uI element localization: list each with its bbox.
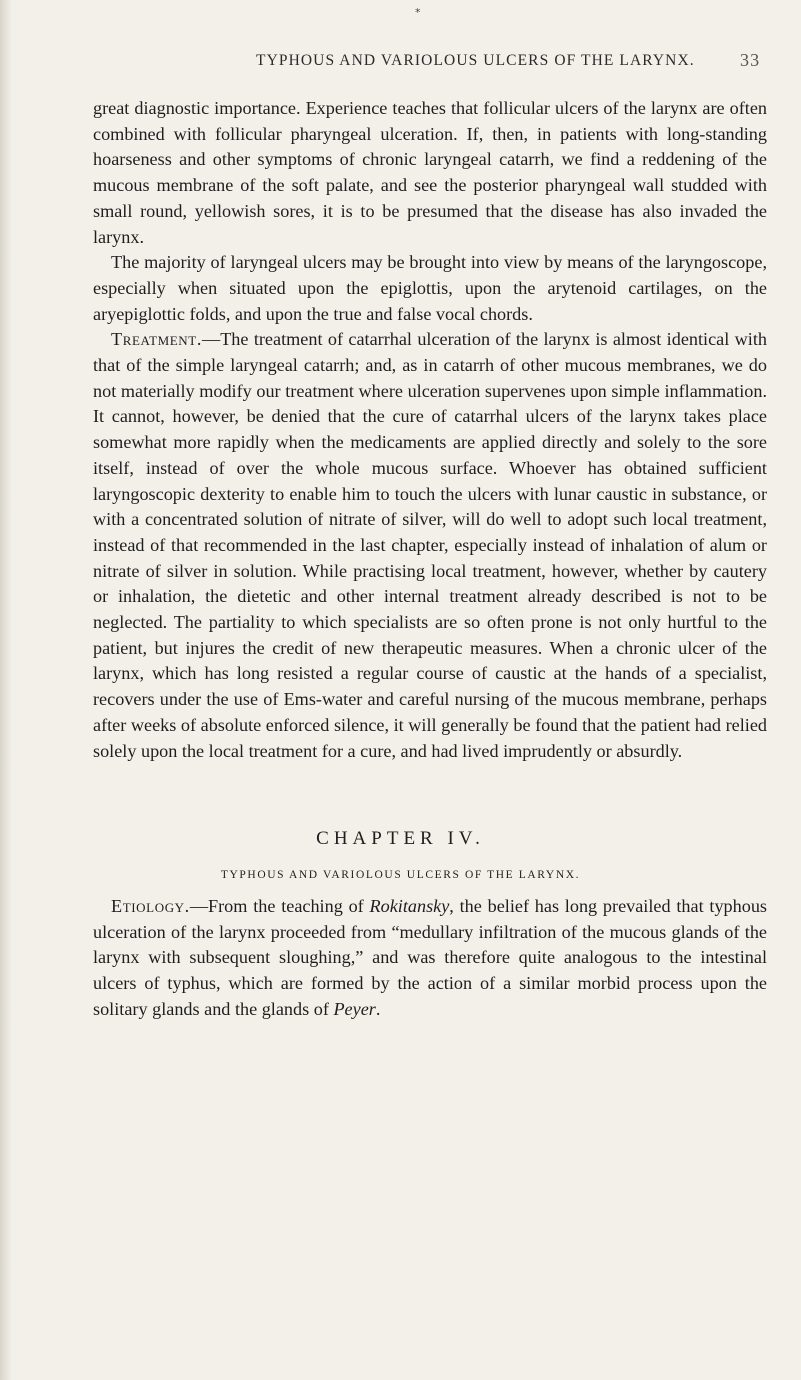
chapter-heading: CHAPTER IV. [316,828,485,849]
running-head [0,52,801,74]
section-lead-etiology: Etiology. [111,896,190,916]
paragraph-laryngoscope [93,250,767,327]
chapter-subtitle: TYPHOUS AND VARIOLOUS ULCERS OF THE LARYNX. [220,869,581,881]
paragraph-text: great diagnostic importance. Experience teaches that follicular ulcers of the larynx are often combined with follicular pharyngeal ulceration. If, then, in patients with long-standing hoarseness and other symptoms of chronic laryngeal catarrh, we find a reddening of the mucous membrane of the soft palate, and see the posterior pharyngeal wall studded with small round, yellowish sores, it is to be presumed that the disease has also invaded the larynx. [93,98,767,247]
paragraph-etiology [93,894,767,1023]
paragraph-text: , the belief has long prevailed that typhous ulceration of the larynx proceeded from “medullary infiltration of the mucous glands of the larynx with subsequent sloughing,” and was therefore quite analogous to the intestinal ulcers of typhus, which are formed by the action of a similar morbid process upon the solitary glands and the glands of [93,896,767,1019]
body-text [93,96,767,764]
printer-mark: * [415,6,421,19]
paragraph-treatment [93,327,767,764]
page-number: 33 [740,50,761,70]
section-lead-treatment: Treatment. [111,329,202,350]
author-name: Peyer [333,998,376,1019]
paragraph-text: The majority of laryngeal ulcers may be brought into view by means of the laryngoscope, especially when situated upon the epiglottis, upon the arytenoid cartilages, on the aryepiglottic folds, and upon the true and false vocal chords. [93,252,767,324]
paragraph-text: —From the teaching of [189,896,370,916]
paragraph-text: . [375,998,381,1019]
running-title: TYPHOUS AND VARIOLOUS ULCERS OF THE LARYNX. [256,52,695,69]
paragraph-continuation [93,96,767,250]
paragraph-text: —The treatment of catarrhal ulceration of the larynx is almost identical with that of the simple laryngeal catarrh; and, as in catarrh of other mucous membranes, we do not materially modify our treatment where ulceration supervenes upon simple inflammation. It cannot, however, be denied that the cure of catarrhal ulcers of the larynx takes place somewhat more rapidly when the medicaments are applied directly and solely to the sore itself, instead of over the whole mucous surface. Whoever has obtained sufficient laryngoscopic dexterity to enable him to touch the ulcers with lunar caustic in substance, or with a concentrated solution of nitrate of silver, will do well to adopt such local treatment, instead of that recommended in the last chapter, especially instead of inhalation of alum or nitrate of silver in solution. While practising local treatment, however, whether by cautery or inhalation, the dietetic and other internal treatment already described is not to be neglected. The partiality to which specialists are so often prone is not only hurtful to the patient, but injures the credit of new therapeutic measures. When a chronic ulcer of the larynx, which has long resisted a regular course of caustic at the hands of a specialist, recovers under the use of Ems-water and careful nursing of the mucous membrane, perhaps after weeks of absolute enforced silence, it will generally be found that the patient had relied solely upon the local treatment for a cure, and had lived imprudently or absurdly. [93,329,767,761]
body-text-chapter [93,894,767,1023]
author-name: Rokitansky [369,896,450,916]
